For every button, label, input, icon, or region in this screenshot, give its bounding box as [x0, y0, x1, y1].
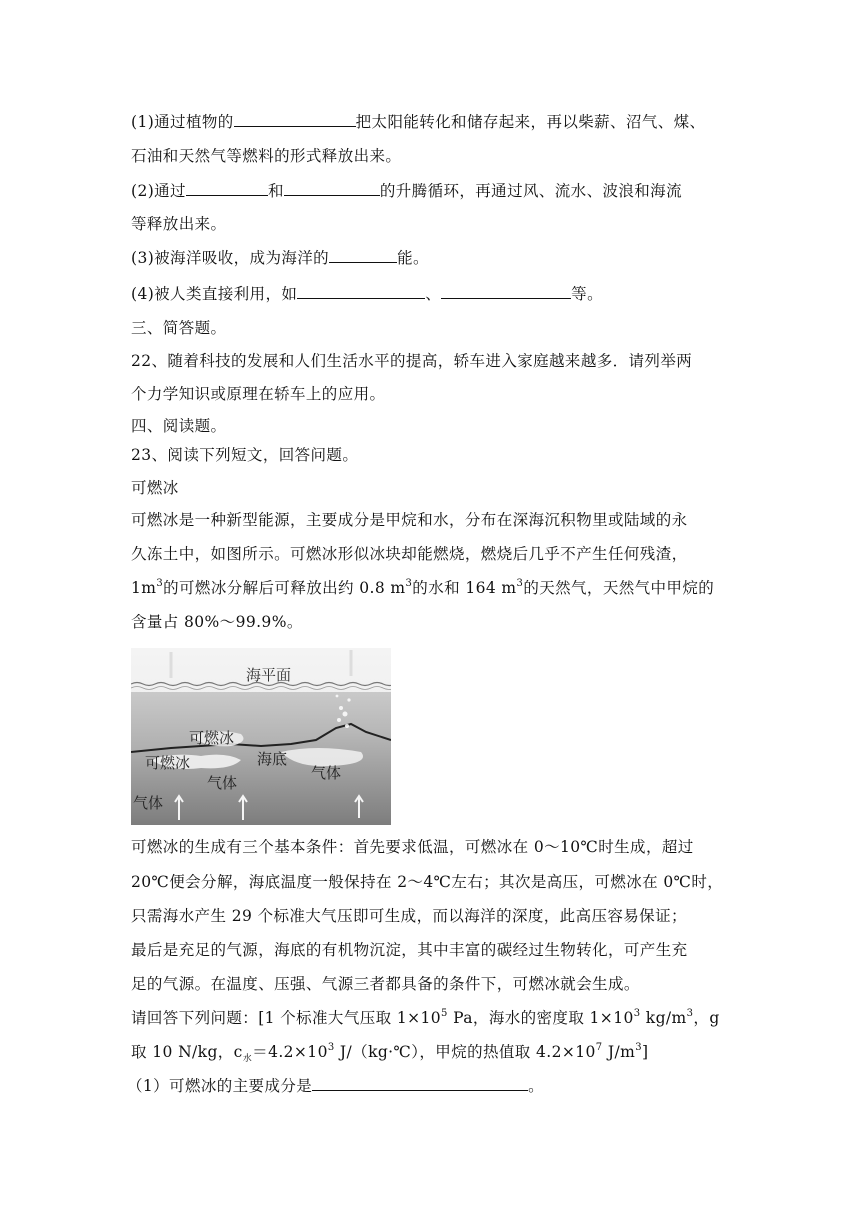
- q21-item-3: (3)被海洋吸收，成为海洋的 能。: [131, 249, 429, 267]
- label-gas-3: 气体: [133, 795, 164, 812]
- q21-item-2-line2: 等释放出来。: [131, 215, 227, 233]
- para2-line1: 可燃冰的生成有三个基本条件：首先要求低温，可燃冰在 0～10℃时生成，超过: [131, 838, 694, 856]
- label-ice-2: 可燃冰: [145, 755, 191, 772]
- q23-intro: 23、阅读下列短文，回答问题。: [131, 446, 359, 464]
- answer-blank[interactable]: [284, 180, 380, 196]
- para2-line3: 只需海水产生 29 个标准大气压即可生成，而以海洋的深度，此高压容易保证；: [131, 907, 687, 925]
- q22-line1: 22、随着科技的发展和人们生活水平的提高，轿车进入家庭越来越多．请列举两: [131, 352, 693, 370]
- para3-line2: 取 10 N/kg，$c_水=4.2\times 10^3$ J/（kg·℃），甲烷的热值取 $4.2\times 10^7$ $J/m^3$]: [131, 1041, 649, 1065]
- answer-blank[interactable]: [297, 283, 425, 299]
- para1-line4: 含量占 80%～99.9%。: [131, 613, 303, 631]
- label-sea-level: 海平面: [246, 667, 292, 684]
- para2-line4: 最后是充足的气源，海底的有机物沉淀，其中丰富的碳经过生物转化，可产生充: [131, 941, 688, 959]
- para2-line5: 足的气源。在温度、压强、气源三者都具备的条件下，可燃冰就会生成。: [131, 975, 640, 993]
- label-gas-2: 气体: [311, 765, 342, 782]
- label-gas-1: 气体: [207, 775, 238, 792]
- label-ice-1: 可燃冰: [189, 730, 235, 747]
- section-heading-reading: 四、阅读题。: [131, 417, 227, 435]
- q21-item-1-line2: 石油和天然气等燃料的形式释放出来。: [131, 147, 402, 165]
- answer-blank[interactable]: [186, 180, 268, 196]
- q21-item-2-line1: (2)通过 和 的升腾循环，再通过风、流水、波浪和海流: [131, 182, 682, 200]
- para1-line3: $1m^3$的可燃冰分解后可释放出约 0.8 $m^3$的水和 164 $m^3$的天然气，天然气中甲烷的: [131, 577, 715, 597]
- q21-item-4: (4)被人类直接利用，如 、 等。: [131, 285, 603, 303]
- answer-blank[interactable]: [329, 247, 397, 263]
- para3-line1: 请回答下列问题：[1 个标准大气压取 $1\times 10^5$ Pa，海水的密度取 $1\times 10^3$ $kg/m^3$，g: [131, 1007, 720, 1027]
- answer-blank[interactable]: [441, 283, 571, 299]
- label-seabed: 海底: [257, 751, 288, 768]
- answer-blank[interactable]: [234, 111, 356, 127]
- seabed-diagram: [131, 648, 391, 825]
- answer-blank[interactable]: [312, 1075, 528, 1091]
- q23-sub1: （1）可燃冰的主要成分是 。: [127, 1077, 545, 1095]
- para2-line2: 20℃便会分解，海底温度一般保持在 2～4℃左右；其次是高压，可燃冰在 0℃时，: [131, 873, 724, 891]
- q22-line2: 个力学知识或原理在轿车上的应用。: [131, 385, 386, 403]
- article-title: 可燃冰: [131, 479, 179, 497]
- section-heading-short-answer: 三、简答题。: [131, 319, 227, 337]
- q21-item-1-line1: (1)通过植物的 把太阳能转化和储存起来，再以柴薪、沼气、煤、: [131, 113, 706, 131]
- para1-line1: 可燃冰是一种新型能源，主要成分是甲烷和水，分布在深海沉积物里或陆域的永: [131, 511, 688, 529]
- para1-line2: 久冻土中，如图所示。可燃冰形似冰块却能燃烧，燃烧后几乎不产生任何残渣，: [131, 545, 688, 563]
